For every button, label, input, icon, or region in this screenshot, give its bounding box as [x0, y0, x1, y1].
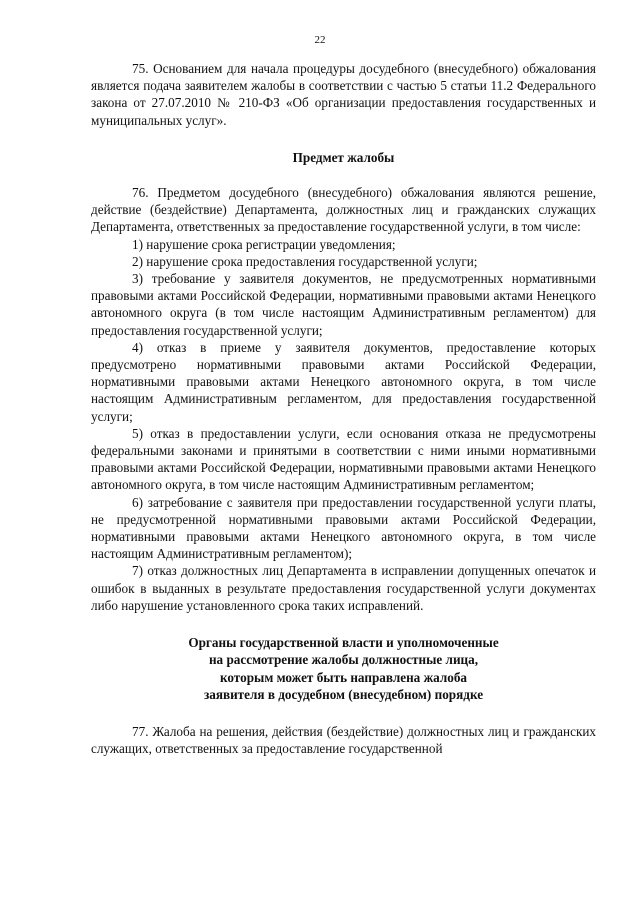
list-item-1: 1) нарушение срока регистрации уведомления;	[132, 236, 396, 252]
heading-authorities-line-4: заявителя в досудебном (внесудебном) порядке	[203, 686, 484, 702]
list-item-7: 7) отказ должностных лиц Департамента в исправлении допущенных опечаток и ошибок в выданных в результате предоставления государственной услуги документах либо нарушение установленного срока таких исправлений.	[91, 563, 596, 613]
heading-authorities	[91, 634, 596, 703]
list-item-4: 4) отказ в приеме у заявителя документов, предоставление которых предусмотрено нормативными правовыми актами Российской Федерации, нормативными правовыми актами Ненецкого автономного округа, в том числе настоящим Административным регламентом, для предоставления государственной услуги;	[91, 339, 596, 424]
page-number: 22	[314, 34, 326, 46]
heading-authorities-line-1: Органы государственной власти и уполномоченные	[188, 635, 499, 651]
list-item-2: 2) нарушение срока предоставления государственной услуги;	[132, 253, 478, 269]
list-item-3: 3) требование у заявителя документов, не предусмотренных нормативными правовыми актами Российской Федерации, нормативными правовыми актами Ненецкого автономного округа (в том числе настоящим Административным регламентом) для предоставления государственной услуги;	[91, 271, 596, 338]
heading-complaint-subject: Предмет жалобы	[292, 149, 395, 165]
list-item-6: 6) затребование с заявителя при предоставлении государственной услуги платы, не предусмотренной нормативными правовыми актами Российской Федерации, нормативными правовыми актами Ненецкого автономного округа, в том числе настоящим Административным регламентом);	[91, 494, 596, 562]
paragraph-77: 77. Жалоба на решения, действия (бездействие) должностных лиц и гражданских служащих, ответственных за предоставление государственной	[91, 723, 596, 757]
paragraph-76: 76. Предметом досудебного (внесудебного) обжалования являются решение, действие (бездействие) Департамента, должностных лиц и гражданских служащих Департамента, ответственных за предоставление государственной услуги, в том числе:	[91, 185, 596, 235]
heading-authorities-line-3: которым может быть направлена жалоба	[219, 669, 468, 685]
paragraph-75: 75. Основанием для начала процедуры досудебного (внесудебного) обжалования является подача заявителем жалобы в соответствии с частью 5 статьи 11.2 Федерального закона от 27.07.2010 № 210-ФЗ «Об организации предоставления государственных и муниципальных услуг».	[91, 61, 596, 128]
heading-authorities-line-2: на рассмотрение жалобы должностные лица,	[208, 652, 479, 668]
list-item-5: 5) отказ в предоставлении услуги, если основания отказа не предусмотрены федеральными законами и принятыми в соответствии с ними иными нормативными правовыми актами Российской Федерации, нормативными правовыми актами Ненецкого автономного округа, в том числе настоящим Административным регламентом;	[91, 425, 596, 493]
document-body	[91, 60, 596, 757]
